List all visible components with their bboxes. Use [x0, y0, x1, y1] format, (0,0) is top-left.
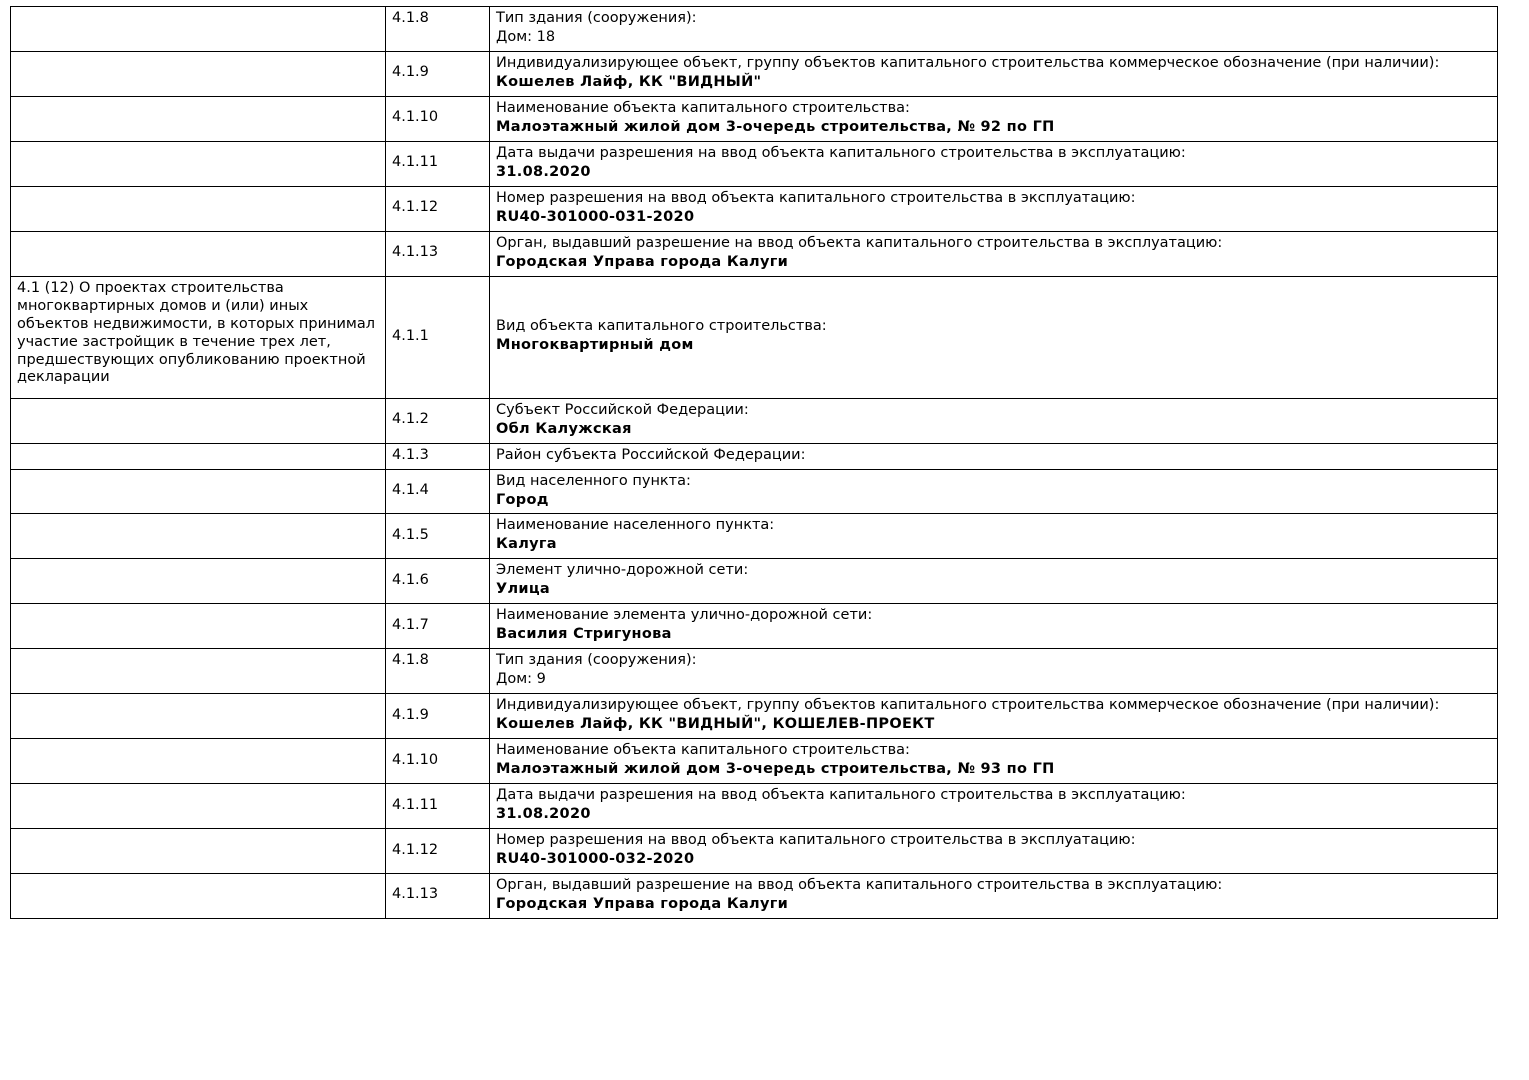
content-cell: [490, 739, 1498, 784]
code-cell: 4.1.12: [386, 829, 490, 874]
section-cell: [11, 649, 386, 694]
content-cell: [490, 276, 1498, 398]
code-cell: 4.1.8: [386, 7, 490, 52]
section-cell: [11, 51, 386, 96]
content-cell: [490, 141, 1498, 186]
code-cell: 4.1.10: [386, 96, 490, 141]
content-cell: [490, 784, 1498, 829]
content-cell: [490, 829, 1498, 874]
code-cell: 4.1.11: [386, 784, 490, 829]
table-row: [11, 739, 1498, 784]
field-value: Дом: 18: [496, 28, 556, 45]
field-value: Многоквартирный дом: [496, 337, 694, 354]
content-cell: [490, 469, 1498, 514]
content-cell: [490, 96, 1498, 141]
content-cell: [490, 186, 1498, 231]
section-cell: [11, 829, 386, 874]
section-cell: [11, 443, 386, 469]
table-row: [11, 649, 1498, 694]
content-cell: [490, 443, 1498, 469]
section-cell: [11, 739, 386, 784]
content-cell: [490, 604, 1498, 649]
content-cell: [490, 231, 1498, 276]
field-value: 31.08.2020: [496, 163, 591, 180]
table-row: [11, 51, 1498, 96]
field-label: Номер разрешения на ввод объекта капитального строительства в эксплуатацию:: [496, 189, 1136, 206]
field-label: Дата выдачи разрешения на ввод объекта капитального строительства в эксплуатацию:: [496, 787, 1186, 804]
code-cell: 4.1.5: [386, 514, 490, 559]
section-cell: [11, 559, 386, 604]
field-value: Малоэтажный жилой дом 3-очередь строительства, № 92 по ГП: [496, 118, 1055, 135]
content-cell: [490, 7, 1498, 52]
code-cell: 4.1.8: [386, 649, 490, 694]
table-row: [11, 514, 1498, 559]
content-cell: [490, 873, 1498, 918]
content-cell: [490, 51, 1498, 96]
table-row: [11, 276, 1498, 398]
content-cell: [490, 398, 1498, 443]
code-cell: 4.1.9: [386, 51, 490, 96]
field-value: Калуга: [496, 536, 557, 553]
section-cell: [11, 784, 386, 829]
field-value: Улица: [496, 581, 550, 598]
content-cell: [490, 514, 1498, 559]
section-cell: [11, 231, 386, 276]
field-value: Город: [496, 491, 549, 508]
code-cell: 4.1.13: [386, 873, 490, 918]
section-cell: [11, 469, 386, 514]
section-cell: [11, 141, 386, 186]
section-cell: [11, 873, 386, 918]
table-row: [11, 469, 1498, 514]
table-row: [11, 873, 1498, 918]
field-label: Тип здания (сооружения):: [496, 652, 697, 669]
field-label: Вид объекта капитального строительства:: [496, 318, 827, 335]
field-label: Район субъекта Российской Федерации:: [496, 446, 806, 463]
code-cell: 4.1.11: [386, 141, 490, 186]
field-value: RU40-301000-031-2020: [496, 208, 695, 225]
table-row: [11, 694, 1498, 739]
code-cell: 4.1.1: [386, 276, 490, 398]
field-label: Орган, выдавший разрешение на ввод объекта капитального строительства в эксплуатацию:: [496, 876, 1223, 893]
field-label: Орган, выдавший разрешение на ввод объекта капитального строительства в эксплуатацию:: [496, 234, 1223, 251]
table-row: [11, 7, 1498, 52]
field-label: Индивидуализирующее объект, группу объектов капитального строительства коммерческое обозначение (при наличии):: [496, 54, 1440, 71]
field-value: Городская Управа города Калуги: [496, 895, 789, 912]
field-label: Наименование элемента улично-дорожной сети:: [496, 607, 873, 624]
field-value: Малоэтажный жилой дом 3-очередь строительства, № 93 по ГП: [496, 761, 1055, 778]
table-row: [11, 443, 1498, 469]
section-cell: [11, 96, 386, 141]
field-value: RU40-301000-032-2020: [496, 851, 695, 867]
section-cell: [11, 514, 386, 559]
field-label: Вид населенного пункта:: [496, 472, 691, 489]
code-cell: 4.1.7: [386, 604, 490, 649]
field-value: 31.08.2020: [496, 806, 591, 823]
field-value: Кошелев Лайф, КК "ВИДНЫЙ": [496, 73, 762, 90]
field-label: Субъект Российской Федерации:: [496, 401, 749, 418]
section-cell: 4.1 (12) О проектах строительства многоквартирных домов и (или) иных объектов недвижимости, в которых принимал участие застройщик в течение трех лет, предшествующих опубликованию проектной декларации: [11, 276, 386, 398]
section-cell: [11, 694, 386, 739]
field-label: Номер разрешения на ввод объекта капитального строительства в эксплуатацию:: [496, 832, 1136, 849]
section-cell: [11, 604, 386, 649]
field-value: Дом: 9: [496, 671, 546, 688]
field-label: Наименование населенного пункта:: [496, 517, 775, 534]
content-cell: [490, 694, 1498, 739]
section-cell: [11, 398, 386, 443]
field-label: Наименование объекта капитального строительства:: [496, 742, 910, 759]
table-row: [11, 96, 1498, 141]
field-value: Василия Стригунова: [496, 626, 672, 643]
content-cell: [490, 559, 1498, 604]
table-row: [11, 784, 1498, 829]
field-value: Городская Управа города Калуги: [496, 253, 789, 270]
field-value: Обл Калужская: [496, 420, 632, 437]
project-declaration-table: [10, 6, 1498, 919]
table-row: [11, 559, 1498, 604]
field-label: Дата выдачи разрешения на ввод объекта капитального строительства в эксплуатацию:: [496, 144, 1186, 161]
section-cell: [11, 7, 386, 52]
code-cell: 4.1.12: [386, 186, 490, 231]
code-cell: 4.1.2: [386, 398, 490, 443]
table-body: [11, 7, 1498, 919]
field-label: Элемент улично-дорожной сети:: [496, 562, 749, 579]
field-label: Индивидуализирующее объект, группу объектов капитального строительства коммерческое обозначение (при наличии):: [496, 697, 1440, 714]
table-row: [11, 141, 1498, 186]
code-cell: 4.1.9: [386, 694, 490, 739]
code-cell: 4.1.13: [386, 231, 490, 276]
code-cell: 4.1.6: [386, 559, 490, 604]
table-row: [11, 604, 1498, 649]
section-cell: [11, 186, 386, 231]
code-cell: 4.1.3: [386, 443, 490, 469]
table-row: [11, 829, 1498, 874]
table-row: [11, 398, 1498, 443]
table-row: [11, 231, 1498, 276]
field-label: Наименование объекта капитального строительства:: [496, 99, 910, 116]
code-cell: 4.1.4: [386, 469, 490, 514]
table-row: [11, 186, 1498, 231]
field-value: Кошелев Лайф, КК "ВИДНЫЙ", КОШЕЛЕВ-ПРОЕКТ: [496, 716, 935, 733]
code-cell: 4.1.10: [386, 739, 490, 784]
field-label: Тип здания (сооружения):: [496, 10, 697, 26]
content-cell: [490, 649, 1498, 694]
